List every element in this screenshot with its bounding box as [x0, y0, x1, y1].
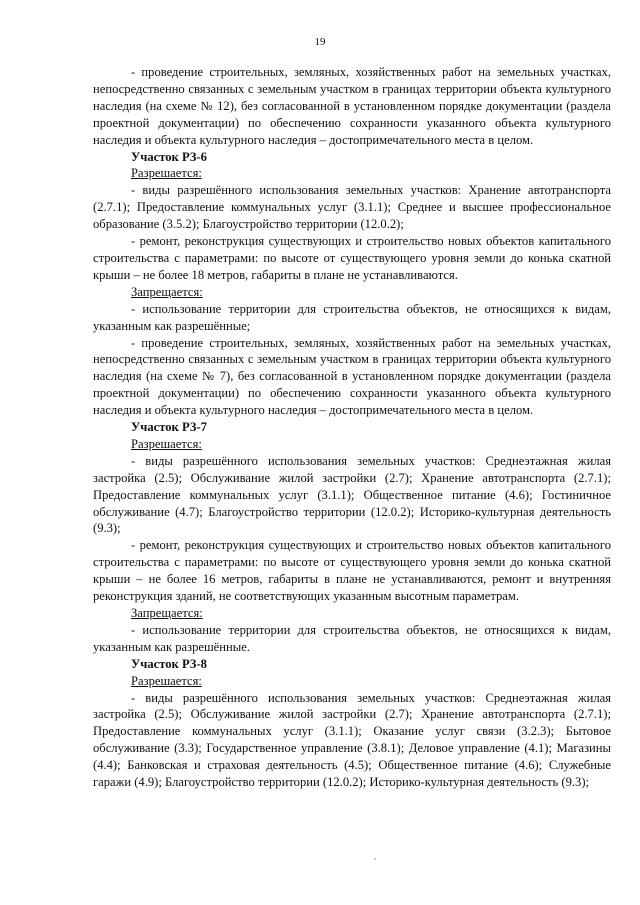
forbidden-paragraph: - использование территории для строительства объектов, не относящихся к видам, указанным как разрешённые;	[93, 301, 611, 333]
page-number: 19	[314, 36, 326, 48]
allowed-paragraph: - виды разрешённого использования земельных участков: Среднеэтажная жилая застройка (2.5); Обслуживание жилой застройки (2.7); Хранение автотранспорта (2.7.1); Предоставление коммунальных услуг (3.1.1); Оказание услуг связи (3.2.3); Бытовое обслуживание (3.3); Государственное управление (3.8.1); Деловое управление (4.1); Магазины (4.4); Банковская и страховая деятельность (4.5); Общественное питание (4.6); Служебные гаражи (4.9); Благоустройство территории (12.0.2); Историко-культурная деятельность (9.3);	[93, 690, 611, 790]
allowed-label: Разрешается:	[131, 166, 202, 181]
allowed-label: Разрешается:	[131, 436, 202, 451]
section-heading: Участок РЗ-7	[131, 420, 207, 435]
allowed-paragraph: - ремонт, реконструкция существующих и строительство новых объектов капитального строительства с параметрами: по высоте от существующего уровня земли до конька скатной крыши – не более 18 метров, габариты в плане не устанавливаются.	[93, 234, 611, 282]
section-rz-6	[93, 149, 611, 420]
forbidden-paragraph: - проведение строительных, земляных, хозяйственных работ на земельных участках, непосредственно связанных с земельным участком в границах территории объекта культурного наследия (на схеме № 7), без согласованной в установленном порядке документации (раздела проектной документации) по обеспечению сохранности указанного объекта культурного наследия и объекта культурного наследия – достопримечательного места в целом.	[93, 335, 611, 418]
section-rz-7	[93, 419, 611, 656]
allowed-paragraph: - ремонт, реконструкция существующих и строительство новых объектов капитального строительства с параметрами: по высоте от существующего уровня земли до конька скатной крыши – не более 16 метров, габариты в плане не устанавливаются, ремонт и внутренняя реконструкция зданий, не соответствующих указанным высотным параметрам.	[93, 538, 611, 604]
paragraph-intro: - проведение строительных, земляных, хозяйственных работ на земельных участках, непосредственно связанных с земельным участком в границах территории объекта культурного наследия (на схеме № 12), без согласованной в установленном порядке документации (раздела проектной документации) по обеспечению сохранности указанного объекта культурного наследия и объекта культурного наследия – достопримечательного места в целом.	[93, 65, 611, 147]
allowed-paragraph: - виды разрешённого использования земельных участков: Среднеэтажная жилая застройка (2.5); Обслуживание жилой застройки (2.7); Хранение автотранспорта (2.7.1); Предоставление коммунальных услуг (3.1.1); Общественное питание (4.6); Гостиничное обслуживание (4.7); Благоустройство территории (12.0.2); Историко-культурная деятельность (9.3);	[93, 453, 611, 536]
forbidden-label: Запрещается:	[131, 284, 203, 299]
forbidden-paragraph: - использование территории для строительства объектов, не относящихся к видам, указанным как разрешённые.	[93, 622, 611, 654]
section-heading: Участок РЗ-6	[131, 149, 207, 164]
document-body	[93, 64, 611, 791]
forbidden-label: Запрещается:	[131, 606, 203, 620]
allowed-label: Разрешается:	[131, 673, 202, 688]
section-rz-8	[93, 656, 611, 791]
scan-speck	[374, 858, 376, 860]
allowed-paragraph: - виды разрешённого использования земельных участков: Хранение автотранспорта (2.7.1); Предоставление коммунальных услуг (3.1.1); Среднее и высшее профессиональное образование (3.5.2); Благоустройство территории (12.0.2);	[93, 183, 611, 232]
section-heading: Участок РЗ-8	[131, 656, 207, 671]
